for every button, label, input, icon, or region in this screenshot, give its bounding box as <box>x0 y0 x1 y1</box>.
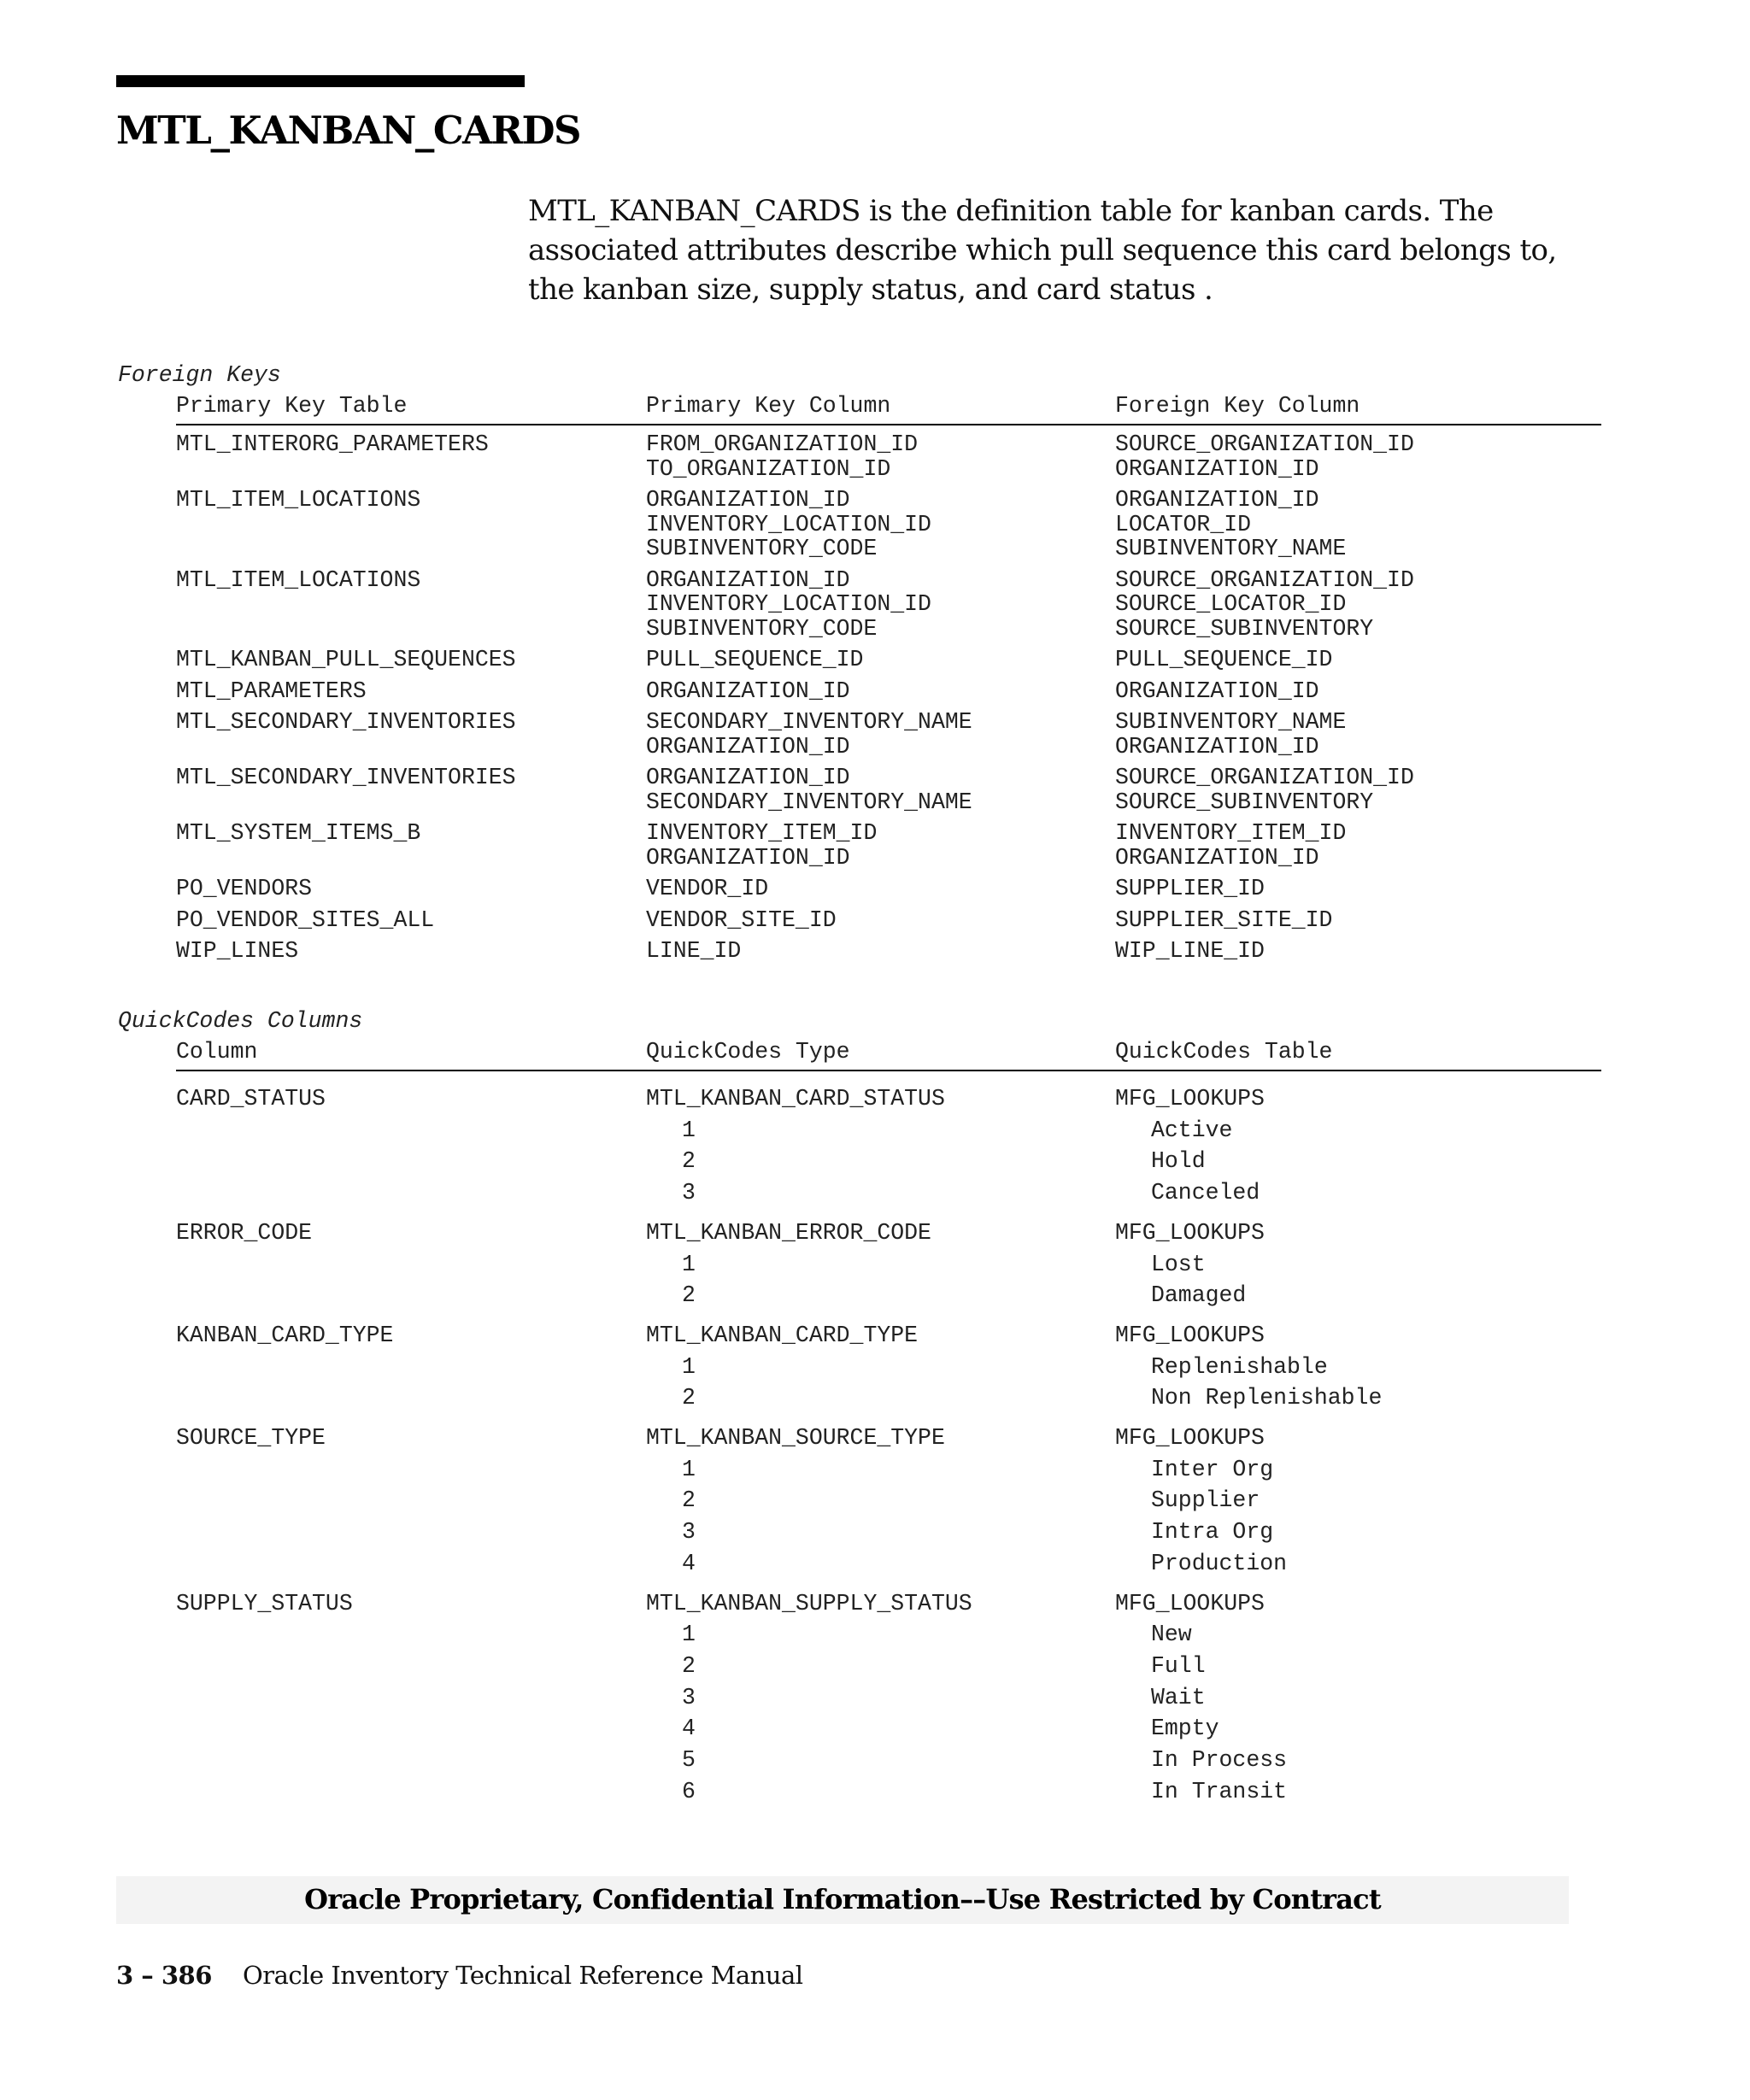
fk-foreign-key-column: SOURCE_ORGANIZATION_ID <box>1115 566 1414 593</box>
fk-primary-key-columns <box>646 568 931 642</box>
fk-primary-key-columns <box>646 877 768 901</box>
qc-column-name: KANBAN_CARD_TYPE <box>176 1322 394 1348</box>
qc-value-row <box>176 1457 1601 1487</box>
fk-primary-key-column: LINE_ID <box>646 938 742 964</box>
qc-value-row <box>176 1282 1601 1313</box>
qc-meaning: Canceled <box>1151 1180 1260 1206</box>
quickcodes-header <box>176 1039 1601 1071</box>
foreign-keys-label: Foreign Keys <box>118 362 281 388</box>
fk-primary-key-columns <box>646 766 972 814</box>
fk-primary-key-column: INVENTORY_LOCATION_ID <box>646 591 931 617</box>
fk-primary-key-table: MTL_ITEM_LOCATIONS <box>176 487 421 513</box>
fk-primary-key-column: SUBINVENTORY_CODE <box>646 615 878 642</box>
qc-code: 3 <box>682 1180 696 1206</box>
fk-foreign-key-column: SOURCE_LOCATOR_ID <box>1115 591 1347 617</box>
fk-foreign-key-column: SOURCE_SUBINVENTORY <box>1115 615 1374 642</box>
fk-primary-key-column: SECONDARY_INVENTORY_NAME <box>646 709 972 735</box>
page-number: 3 – 386 <box>116 1961 212 1990</box>
qc-code: 6 <box>682 1778 696 1804</box>
qc-type: MTL_KANBAN_SOURCE_TYPE <box>646 1425 945 1451</box>
fk-primary-key-table: MTL_PARAMETERS <box>176 678 367 704</box>
qc-code: 1 <box>682 1251 696 1277</box>
fk-primary-key-column: ORGANIZATION_ID <box>646 765 850 790</box>
qc-value-row <box>176 1385 1601 1416</box>
fk-foreign-key-column: SOURCE_SUBINVENTORY <box>1115 789 1374 815</box>
qc-code: 3 <box>682 1684 696 1710</box>
fk-foreign-key-column: LOCATOR_ID <box>1115 511 1252 537</box>
qc-meaning: Replenishable <box>1151 1353 1328 1380</box>
qc-table: MFG_LOOKUPS <box>1115 1322 1265 1348</box>
fk-foreign-key-columns <box>1115 821 1346 870</box>
qc-meaning: Active <box>1151 1117 1233 1143</box>
fk-foreign-key-columns <box>1115 877 1265 901</box>
header-column: Column <box>176 1039 258 1065</box>
fk-primary-key-table: MTL_SECONDARY_INVENTORIES <box>176 765 516 790</box>
fk-primary-key-table: MTL_SECONDARY_INVENTORIES <box>176 709 516 735</box>
header-primary-key-table: Primary Key Table <box>176 393 408 419</box>
qc-meaning: Inter Org <box>1151 1456 1274 1482</box>
header-primary-key-column: Primary Key Column <box>646 393 891 419</box>
qc-meaning: Full <box>1151 1652 1206 1679</box>
qc-type: MTL_KANBAN_CARD_STATUS <box>646 1086 945 1112</box>
qc-type: MTL_KANBAN_SUPPLY_STATUS <box>646 1590 972 1616</box>
qc-group-header <box>176 1220 1601 1251</box>
manual-title: Oracle Inventory Technical Reference Manual <box>243 1961 803 1990</box>
qc-meaning: Supplier <box>1151 1487 1260 1514</box>
qc-code: 3 <box>682 1519 696 1546</box>
qc-type: MTL_KANBAN_CARD_TYPE <box>646 1322 919 1348</box>
fk-primary-key-column: ORGANIZATION_ID <box>646 733 850 760</box>
fk-primary-key-column: SUBINVENTORY_CODE <box>646 536 878 561</box>
fk-primary-key-columns <box>646 432 918 481</box>
fk-primary-key-column: INVENTORY_LOCATION_ID <box>646 511 931 537</box>
fk-primary-key-columns <box>646 648 863 672</box>
qc-value-row <box>176 1354 1601 1385</box>
qc-code: 1 <box>682 1353 696 1380</box>
qc-code: 2 <box>682 1385 696 1411</box>
qc-table: MFG_LOOKUPS <box>1115 1425 1265 1451</box>
qc-type: MTL_KANBAN_ERROR_CODE <box>646 1219 931 1246</box>
fk-foreign-key-columns <box>1115 648 1332 672</box>
qc-code: 2 <box>682 1148 696 1175</box>
fk-primary-key-columns <box>646 939 741 964</box>
page-title: MTL_KANBAN_CARDS <box>116 108 581 153</box>
foreign-keys-header <box>176 393 1601 425</box>
qc-group-header <box>176 1425 1601 1456</box>
qc-value-row <box>176 1622 1601 1652</box>
qc-value-row <box>176 1252 1601 1282</box>
fk-primary-key-table: WIP_LINES <box>176 938 299 964</box>
qc-value-row <box>176 1551 1601 1581</box>
header-foreign-key-column: Foreign Key Column <box>1115 393 1360 419</box>
qc-table: MFG_LOOKUPS <box>1115 1219 1265 1246</box>
fk-foreign-key-column: SUPPLIER_SITE_ID <box>1115 906 1333 933</box>
qc-code: 4 <box>682 1716 696 1742</box>
qc-column-name: SUPPLY_STATUS <box>176 1590 353 1616</box>
qc-value-row <box>176 1747 1601 1778</box>
fk-foreign-key-column: ORGANIZATION_ID <box>1115 678 1319 704</box>
header-quickcodes-table: QuickCodes Table <box>1115 1039 1333 1065</box>
fk-primary-key-column: VENDOR_SITE_ID <box>646 906 837 933</box>
fk-foreign-key-columns <box>1115 908 1332 933</box>
qc-meaning: Hold <box>1151 1148 1206 1175</box>
fk-foreign-key-columns <box>1115 710 1346 759</box>
fk-primary-key-table: MTL_KANBAN_PULL_SEQUENCES <box>176 647 516 672</box>
qc-meaning: Non Replenishable <box>1151 1385 1383 1411</box>
fk-primary-key-column: TO_ORGANIZATION_ID <box>646 455 891 482</box>
qc-meaning: Intra Org <box>1151 1519 1274 1546</box>
fk-foreign-key-columns <box>1115 432 1414 481</box>
fk-primary-key-columns <box>646 821 877 870</box>
qc-code: 2 <box>682 1652 696 1679</box>
qc-value-row <box>176 1653 1601 1684</box>
qc-meaning: New <box>1151 1622 1192 1648</box>
qc-column-name: CARD_STATUS <box>176 1086 326 1112</box>
qc-value-row <box>176 1117 1601 1148</box>
fk-primary-key-column: ORGANIZATION_ID <box>646 844 850 871</box>
qc-code: 1 <box>682 1117 696 1143</box>
qc-value-row <box>176 1519 1601 1550</box>
fk-foreign-key-columns <box>1115 488 1346 561</box>
fk-primary-key-column: ORGANIZATION_ID <box>646 487 850 513</box>
qc-value-row <box>176 1779 1601 1810</box>
fk-primary-key-table: MTL_SYSTEM_ITEMS_B <box>176 820 421 846</box>
qc-meaning: In Transit <box>1151 1778 1288 1804</box>
fk-foreign-key-column: ORGANIZATION_ID <box>1115 844 1319 871</box>
quickcodes-label: QuickCodes Columns <box>118 1008 363 1034</box>
qc-table: MFG_LOOKUPS <box>1115 1590 1265 1616</box>
fk-primary-key-table: MTL_INTERORG_PARAMETERS <box>176 431 489 457</box>
fk-primary-key-table: MTL_ITEM_LOCATIONS <box>176 566 421 593</box>
fk-primary-key-column: PULL_SEQUENCE_ID <box>646 647 864 672</box>
fk-foreign-key-column: ORGANIZATION_ID <box>1115 487 1319 513</box>
fk-foreign-key-columns <box>1115 679 1319 704</box>
fk-primary-key-table: PO_VENDOR_SITES_ALL <box>176 906 435 933</box>
fk-primary-key-table: PO_VENDORS <box>176 876 313 901</box>
qc-group-header <box>176 1323 1601 1353</box>
qc-code: 2 <box>682 1282 696 1309</box>
qc-group-header <box>176 1086 1601 1117</box>
fk-primary-key-column: SECONDARY_INVENTORY_NAME <box>646 789 972 815</box>
qc-meaning: In Process <box>1151 1747 1288 1773</box>
fk-primary-key-columns <box>646 679 850 704</box>
qc-meaning: Empty <box>1151 1716 1219 1742</box>
qc-value-row <box>176 1180 1601 1211</box>
header-quickcodes-type: QuickCodes Type <box>646 1039 850 1065</box>
qc-column-name: SOURCE_TYPE <box>176 1425 326 1451</box>
fk-foreign-key-column: SUPPLIER_ID <box>1115 876 1265 901</box>
fk-foreign-key-column: INVENTORY_ITEM_ID <box>1115 820 1347 846</box>
fk-primary-key-columns <box>646 488 931 561</box>
fk-foreign-key-columns <box>1115 568 1414 642</box>
qc-value-row <box>176 1148 1601 1179</box>
fk-foreign-key-column: SUBINVENTORY_NAME <box>1115 709 1347 735</box>
qc-value-row <box>176 1487 1601 1518</box>
qc-code: 5 <box>682 1747 696 1773</box>
qc-table: MFG_LOOKUPS <box>1115 1086 1265 1112</box>
fk-foreign-key-column: WIP_LINE_ID <box>1115 938 1265 964</box>
fk-primary-key-columns <box>646 710 972 759</box>
fk-foreign-key-columns <box>1115 939 1265 964</box>
fk-primary-key-column: ORGANIZATION_ID <box>646 678 850 704</box>
intro-paragraph: MTL_KANBAN_CARDS is the definition table for kanban cards. The associated attributes describe which pull sequence this card belongs to, the kanban size, supply status, and card status . <box>528 194 1557 307</box>
qc-value-row <box>176 1716 1601 1746</box>
qc-code: 2 <box>682 1487 696 1514</box>
qc-code: 1 <box>682 1622 696 1648</box>
fk-primary-key-column: ORGANIZATION_ID <box>646 566 850 593</box>
fk-foreign-key-columns <box>1115 766 1414 814</box>
fk-primary-key-column: INVENTORY_ITEM_ID <box>646 820 878 846</box>
fk-foreign-key-column: SOURCE_ORGANIZATION_ID <box>1115 765 1414 790</box>
confidential-notice: Oracle Proprietary, Confidential Information––Use Restricted by Contract <box>304 1883 1381 1915</box>
top-rule <box>116 75 525 87</box>
qc-meaning: Damaged <box>1151 1282 1247 1309</box>
fk-foreign-key-column: SOURCE_ORGANIZATION_ID <box>1115 431 1414 457</box>
qc-code: 4 <box>682 1550 696 1576</box>
fk-foreign-key-column: PULL_SEQUENCE_ID <box>1115 647 1333 672</box>
qc-meaning: Wait <box>1151 1684 1206 1710</box>
confidential-banner <box>116 1876 1569 1924</box>
qc-value-row <box>176 1685 1601 1716</box>
fk-foreign-key-column: SUBINVENTORY_NAME <box>1115 536 1347 561</box>
qc-meaning: Lost <box>1151 1251 1206 1277</box>
fk-primary-key-columns <box>646 908 837 933</box>
fk-primary-key-column: VENDOR_ID <box>646 876 769 901</box>
qc-column-name: ERROR_CODE <box>176 1219 313 1246</box>
fk-primary-key-column: FROM_ORGANIZATION_ID <box>646 431 919 457</box>
qc-meaning: Production <box>1151 1550 1288 1576</box>
qc-group-header <box>176 1591 1601 1622</box>
fk-foreign-key-column: ORGANIZATION_ID <box>1115 455 1319 482</box>
qc-code: 1 <box>682 1456 696 1482</box>
fk-foreign-key-column: ORGANIZATION_ID <box>1115 733 1319 760</box>
